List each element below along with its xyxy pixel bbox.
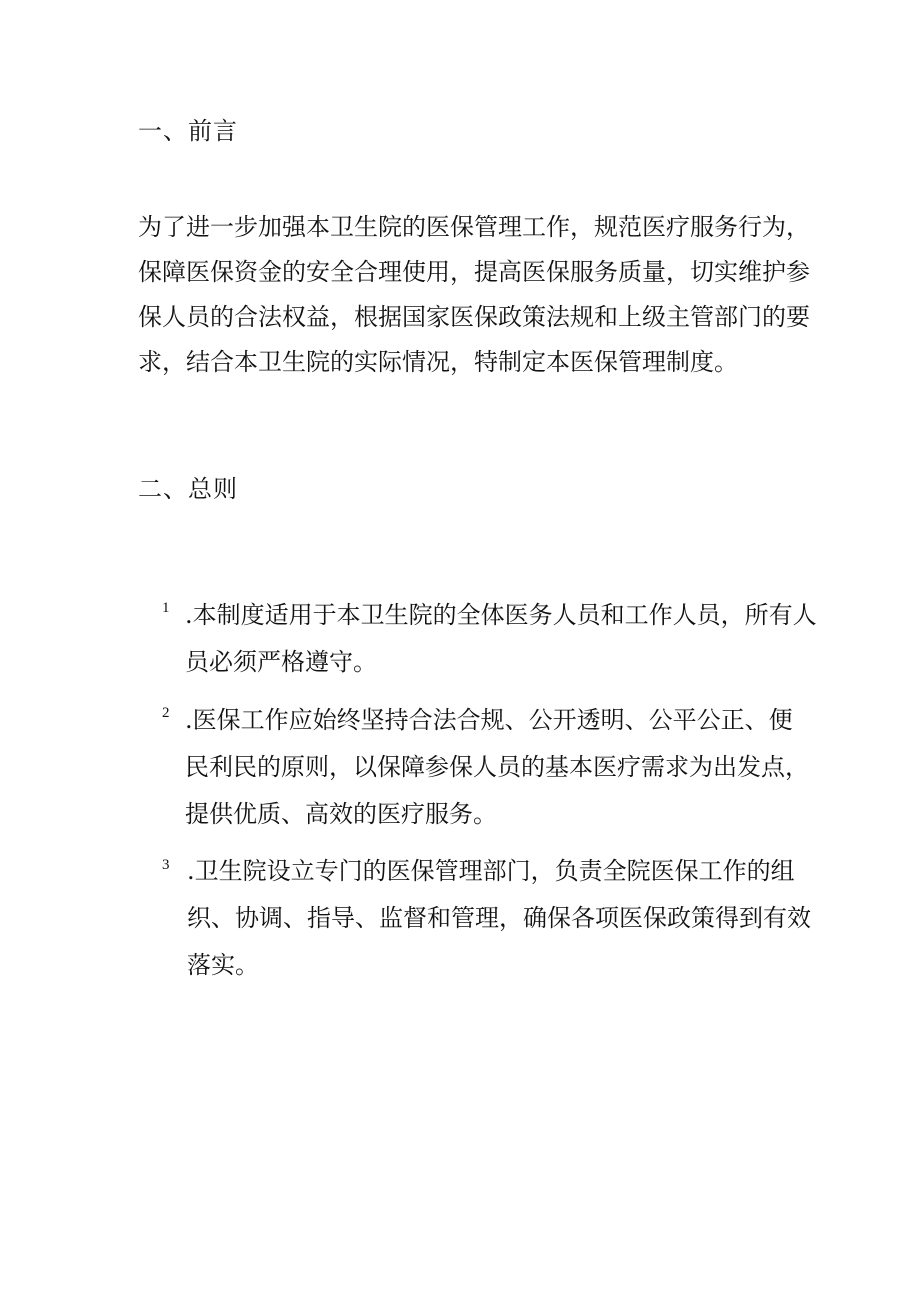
list-item-number: 2 — [162, 705, 170, 721]
list-item-line: .卫生院设立专门的医保管理部门，负责全院医保工作的组 — [187, 857, 795, 885]
list-item-line: 员必须严格遵守。 — [185, 648, 377, 676]
preface-paragraph — [138, 205, 810, 385]
paragraph-line: 求，结合本卫生院的实际情况，特制定本医保管理制度。 — [138, 348, 738, 376]
list-item-line: .医保工作应始终坚持合法合规、公开透明、公平公正、便 — [185, 706, 793, 734]
list-item-line: .本制度适用于本卫生院的全体医务人员和工作人员，所有人 — [185, 601, 817, 629]
list-item-number: 3 — [162, 857, 170, 873]
list-item-line: 民利民的原则，以保障参保人员的基本医疗需求为出发点， — [185, 753, 809, 781]
paragraph-line: 保障医保资金的安全合理使用，提高医保服务质量，切实维护参 — [138, 258, 810, 286]
list-item-line: 落实。 — [187, 951, 259, 979]
section-heading-general: 二、总则 — [138, 475, 238, 503]
paragraph-line: 保人员的合法权益，根据国家医保政策法规和上级主管部门的要 — [138, 303, 810, 331]
list-item-text — [187, 848, 811, 989]
list-item-line: 织、协调、指导、监督和管理，确保各项医保政策得到有效 — [187, 904, 811, 932]
section-heading-preface: 一、前言 — [138, 117, 238, 145]
paragraph-line: 为了进一步加强本卫生院的医保管理工作，规范医疗服务行为， — [138, 213, 810, 241]
list-item-text — [185, 592, 817, 686]
list-item-number: 1 — [162, 600, 170, 616]
list-item-line: 提供优质、高效的医疗服务。 — [185, 800, 497, 828]
list-item-text — [185, 697, 809, 838]
